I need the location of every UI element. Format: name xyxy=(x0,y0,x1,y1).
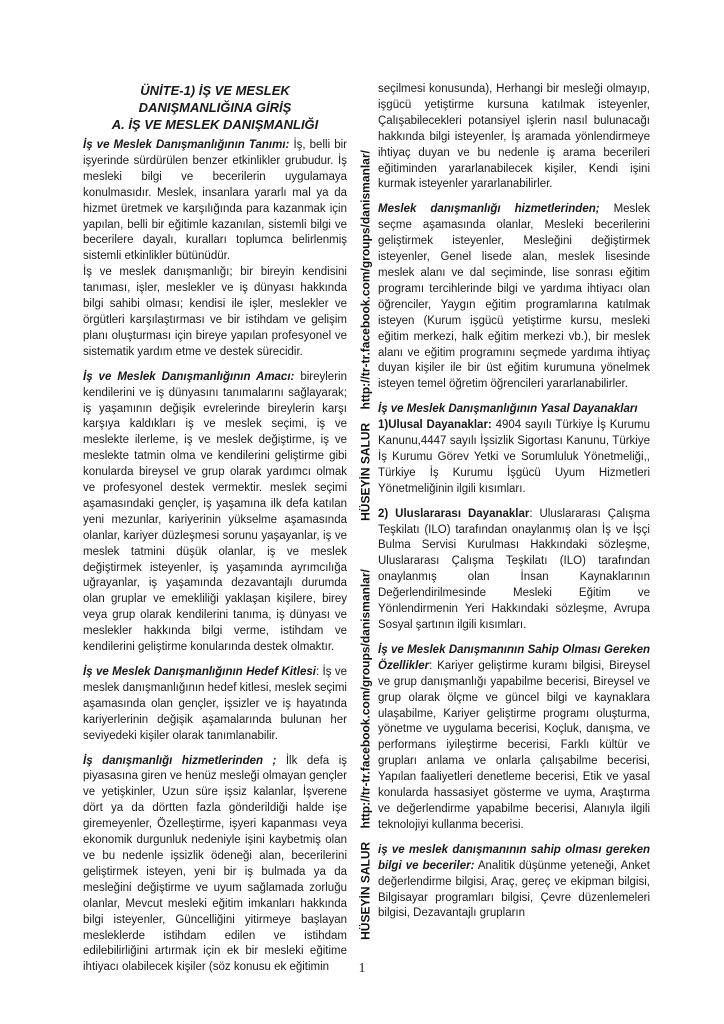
paragraph-lead: Meslek danışmanlığı hizmetlerinden; xyxy=(378,203,600,216)
paragraph-definition xyxy=(83,138,347,265)
page-number: 1 xyxy=(358,961,366,976)
title-line-2: A. İŞ VE MESLEK DANIŞMANLIĞI xyxy=(111,117,319,132)
paragraph-text: bireylerin kendilerini ve iş dünyasını tanımalarını sağlayarak; iş yaşamının değişik evrelerinde bireylerin karşı karşıya kaldıkları iş ve meslek seçimi, iş ve meslekte ilerleme, iş ve meslek değiştirme, iş ve meslekte tatmin olma ve kendilerini geliştirme gibi konularda bireysel ve grup olarak yardımcı olmak ve profesyonel destek vermektir. meslek seçimi aşamasındaki gençler, iş yaşamına ilk defa katılan yeni mezunlar, kariyerinin yükselme aşamasında olanlar, kariyer düzleşmesi sorunu yaşayanlar, iş ve meslek tatmini düşük olanlar, iş ve meslek değiştirmek isteyenler, iş yaşamında ayrımcılığa uğrayanlar, iş yaşamında dezavantajlı durumda olan gruplar ve emekliliği yaklaşan kişilere, birey veya grup olarak kendilerini tanıma, iş dünyası ve meslekler hakkında bilgi verme, istihdam ve kendilerini geliştirme konularında destek olmaktır. xyxy=(83,370,347,654)
paragraph-text: seçilmesi konusunda), Herhangi bir mesleği olmayıp, işgücü yetiştirme kursuna katılmak isteyenler, Çalışabilecekleri potansiyel işlerin nasıl bulunacağı hakkında bilgi isteyenler, İş aramada yönlendirmeye ihtiyaç duyan ve bu nedenle iş arama becerileri eğitiminden yararlanabilecek kişiler, Kendi işini kurmak isteyenler yararlanabilirler. xyxy=(378,83,650,191)
paragraph-lead: İş ve Meslek Danışmanlığının Hedef Kitlesi xyxy=(83,666,316,678)
watermark-text: HÜSEYİN SALUR http://tr-tr.facebook.com/groups/danismanlar/ xyxy=(358,569,373,940)
watermark-upper xyxy=(358,126,375,546)
paragraph-text: 4904 sayılı Türkiye İş Kurumu Kanunu,4447 sayılı İşsizlik Sigortası Kanunu, Türkiye İş Kurumu Görev Yetki ve Sorumluluk Yönetmeliği,, Türkiye İş Kurumu İşgücü Uyum Hizmetleri Yönetmeliğinin ilgili kısımları. xyxy=(378,419,650,495)
left-column xyxy=(83,82,347,976)
paragraph-lead: 1)Ulusal Dayanaklar: xyxy=(378,419,492,432)
paragraph-lead: iş ve meslek danışmanının sahip olması gereken bilgi ve beceriler: xyxy=(378,843,650,872)
paragraph-lead: İş ve Meslek Danışmanlığının Amacı: xyxy=(83,370,295,383)
paragraph-lead: İş ve Meslek Danışmanlığının Tanımı: xyxy=(83,139,290,151)
paragraph-national-basis xyxy=(378,418,650,498)
title-line-1: ÜNİTE-1) İŞ VE MESLEK DANIŞMANLIĞINA GİRİŞ xyxy=(138,83,292,115)
paragraph-text: : Uluslararası Çalışma Teşkilatı (ILO) tarafından onaylanmış olan İş ve İşçi Bulma Servisi Kurulması Hakkındaki sözleşme, Uluslararası Çalışma Teşkilatı (ILO) tarafından onaylanmış olan İnsan Kaynaklarının Değerlendirilmesinde Mesleki Eğitim ve Yönlendirmenin Yeri Hakkındaki sözleşme, Avrupa Sosyal şartının ilgili kısımları. xyxy=(378,507,650,631)
paragraph-required-qualities xyxy=(378,643,650,834)
paragraph-text: Meslek seçme aşamasında olanlar, Mesleki becerilerini geliştirmek isteyenler, Mesleğini değiştirmek isteyenler, Genel lisede alan, meslek lisesinde meslek alanı ve dal seçiminde, lise sonrası eğitim programı tercihlerinde bilgi ve yardıma ihtiyacı olan öğrenciler, Yaygın eğitim programlarına katılmak isteyen (Kurum işgücü yetiştirme kursu, mesleki eğitim merkezi, halk eğitim merkezi vb.), bir meslek alanı ve eğitim programını seçmede yardıma ihtiyaç duyan kişiler ile bir üst eğitim kurumuna yönelmek isteyen temel öğretim öğrencileri yararlanabilirler. xyxy=(378,203,650,391)
paragraph-lead: 2) Uluslararası Dayanaklar xyxy=(378,507,530,520)
paragraph-text: İş, belli bir işyerinde sürdürülen benzer etkinlikler grubudur. İş mesleki bilgi ve becerilerin uygulamaya konulmasıdır. Meslek, insanlara yararlı mal ya da hizmet üretmek ve karşılığında para kazanmak için yapılan, belli bir eğitimle kazanılan, sistemli bilgi ve becerilere dayalı, kuralları toplumca belirlenmiş sistemli etkinlikler bütünüdür. xyxy=(83,139,347,263)
paragraph-international-basis xyxy=(378,507,650,634)
paragraph-lead: İş ve Meslek Danışmanının Sahip Olması Gereken Özellikler xyxy=(378,643,650,672)
watermark-text: HÜSEYİN SALUR http://tr-tr.facebook.com/groups/danismanlar/ xyxy=(358,150,373,521)
section-heading-legal-basis: İş ve Meslek Danışmanlığının Yasal Dayanakları xyxy=(378,403,638,416)
paragraph-text: Analitik düşünme yeteneği, Anket değerlendirme bilgisi, Araç, gereç ve ekipman bilgisi, Bilgisayar programları bilgisi, Çevre düzenlemeleri bilgisi, Dezavantajlı grupların xyxy=(378,859,650,920)
paragraph-text: İş ve meslek danışmanlığı; bir bireyin kendisini tanıması, işler, meslekler ve iş dünyası hakkında bilgi sahibi olması; kendisi ile işler, meslekler ve örgütleri karşılaştırması ve bir istihdam ve gelişim planı oluşturması için bireye yapılan profesyonel ve sistematik yardım etme ve destek sürecidir. xyxy=(83,266,347,358)
paragraph-purpose xyxy=(83,370,347,656)
paragraph-text: İlk defa iş piyasasına giren ve henüz mesleği olmayan gençler ve yetişkinler, Uzun süre işsiz kalanlar, İşverene dört ya da dörtten fazla gönderildiği halde işe giremeyenler, Özelleştirme, işyeri kapanması veya ekonomik durgunluk nedeniyle işini kaybetmiş olan ve bu nedenle işsizlik ödeneği alan, becerilerini geliştirmek isteyen, yeni bir iş bulmada ya da mesleğini değiştirme ve uyum sağlamada zorluğu olanlar, Mevcut mesleki eğitim imkanları hakkında bilgi isteyenler, Güncelliğini yitirmeye başlayan mesleklerde istihdam edilen ve istihdam edilebilirliğini artırmak için ek bir mesleki eğitime ihtiyacı olabilecek kişiler (söz konusu ek eğitimin xyxy=(83,754,348,974)
paragraph-job-counseling-services xyxy=(83,754,347,977)
paragraph-required-knowledge-skills xyxy=(378,843,650,923)
paragraph-target-audience xyxy=(83,665,347,745)
paragraph-lead: İş danışmanlığı hizmetlerinden ; xyxy=(83,754,277,767)
paragraph-text: : Kariyer geliştirme kuramı bilgisi, Bireysel ve grup danışmanlığı yapabilme becerisi, Bireysel ve grup olarak ölçme ve güncel bilgi ve kaynaklara ulaşabilme, Kariyer geliştirme programı oluşturma, yönetme ve uygulama becerisi, Koçluk, danışma, ve performans iyileştirme becerisi, Farklı kültür ve grupları anlama ve onlarla çalışabilme becerisi, Yapılan faaliyetleri denetleme becerisi, Etik ve yasal konularda hassasiyet gösterme ve uyma, Araştırma ve değerlendirme yapabilme becerisi, Alanıyla ilgili teknolojiyi kullanma becerisi. xyxy=(378,659,650,831)
right-column xyxy=(378,82,650,922)
paragraph-vocation-counseling-services xyxy=(378,202,650,393)
paragraph-process xyxy=(83,265,347,360)
watermark-lower xyxy=(358,545,375,965)
page-title xyxy=(83,82,347,133)
paragraph-text: : İş ve meslek danışmanlığının hedef kitlesi, meslek seçimi aşamasında olan gençler, işsizler ve iş hayatında kariyerlerinin değişik aşamalarında bulunan her seviyedeki kişiler olarak tanımlanabilir. xyxy=(83,666,347,742)
paragraph-job-services-continued xyxy=(378,82,650,193)
